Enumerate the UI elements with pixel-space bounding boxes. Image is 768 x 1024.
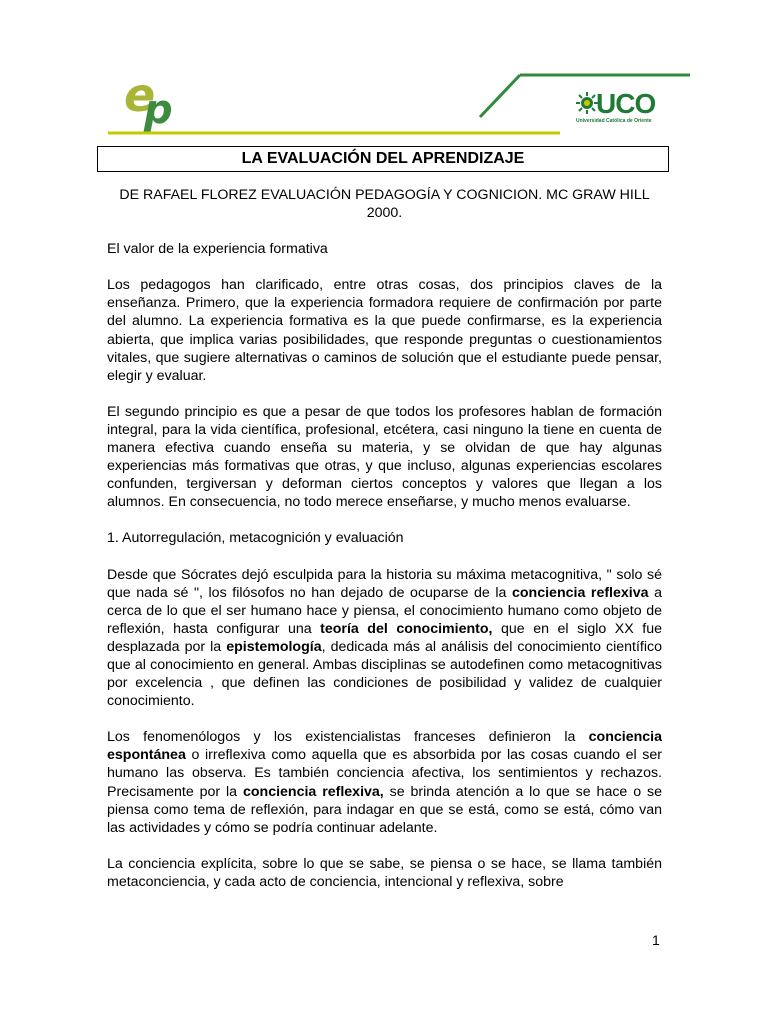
document-subtitle: DE RAFAEL FLOREZ EVALUACIÓN PEDAGOGÍA Y COGNICION. MC GRAW HILL 2000. [119, 187, 650, 222]
bold-term-conciencia-reflexiva-2: conciencia reflexiva, [242, 783, 384, 800]
uco-logo-text: UCO [596, 88, 656, 119]
paragraph-3-text-c: a cerca de lo que el ser humano hace y piensa, el conocimiento humano como objeto de reflexión, hasta configurar una [107, 584, 662, 637]
section-heading: El valor de la experiencia formativa [107, 241, 328, 258]
paragraph-5: La conciencia explícita, sobre lo que se sabe, se piensa o se hace, se llama también metaconciencia, y cada acto de conciencia, intencional y reflexiva, sobre [107, 855, 662, 890]
paragraph-3-text-a: Desde que Sócrates dejó esculpida para la historia su máxima metacognitiva, " solo sé que nada sé ", los filósofos no han dejado de ocuparse de la [107, 566, 662, 601]
paragraph-4 [107, 728, 662, 837]
paragraph-3 [107, 566, 662, 711]
paragraph-4-text-d: se brinda atención a lo que se hace o se piensa como tema de reflexión, para indagar en que se está, como se está, cómo van las actividades y cómo se podría continuar adelante. [107, 783, 662, 836]
page-header [0, 0, 768, 140]
bold-term-epistemologia: epistemología [226, 638, 322, 655]
paragraph-3-text-e: , dedicada más al análisis del conocimiento científico que al conocimiento en general. Ambas disciplinas se autodefinen como metacognitivas por excelencia , que definen las condiciones de posibilidad y validez de cualquier conocimiento. [107, 638, 662, 710]
paragraph-3-text-d: que en el siglo XX fue desplazada por la [107, 620, 662, 655]
paragraph-1: Los pedagogos han clarificado, entre otras cosas, dos principios claves de la enseñanza. Primero, que la experiencia formadora requiere de confirmación por parte del alumno. La experiencia formativa es la que puede confirmarse, es la experiencia abierta, que implica varias posibilidades, que responde preguntas o cuestionamientos vitales, que sugiere alternativas o caminos de solución que el estudiante puede pensar, elegir y evaluar. [107, 277, 662, 384]
paragraph-4-text-a: Los fenomenólogos y los existencialistas franceses definieron la [107, 729, 589, 746]
uco-logo [576, 90, 676, 126]
uco-sun-icon [576, 92, 598, 114]
uco-logo-subtitle: Universidad Católica de Oriente [576, 118, 652, 124]
numbered-heading: 1. Autorregulación, metacognición y evaluación [107, 530, 404, 547]
bold-term-teoria-del-conocimiento: teoría del conocimiento, [320, 620, 493, 637]
paragraph-4-text-c: o irreflexiva como aquella que es absorbida por las cosas cuando el ser humano las observa. Es también conciencia afectiva, los sentimientos y rechazos. Precisamente por la [107, 747, 662, 800]
page-number: 1 [652, 932, 660, 948]
ep-logo [118, 68, 188, 134]
ep-logo-p: p [144, 87, 173, 133]
document-title: LA EVALUACIÓN DEL APRENDIZAJE [97, 146, 669, 172]
paragraph-2: El segundo principio es que a pesar de que todos los profesores hablan de formación integral, para la vida científica, profesional, etcétera, casi ninguno la tiene en cuenta de manera efectiva cuando enseña su materia, y se olvidan de que hay algunas experiencias más formativas que otras, y que incluso, algunas experiencias escolares confunden, tergiversan y deforman ciertos conceptos y valores que llegan a los alumnos. En consecuencia, no todo merece enseñarse, y mucho menos evaluarse. [107, 403, 662, 511]
bold-term-conciencia-espontanea: conciencia espontánea [107, 729, 662, 764]
bold-term-conciencia-reflexiva: conciencia reflexiva [512, 584, 649, 601]
document-body [107, 186, 662, 909]
ep-logo-e: e [124, 68, 156, 122]
